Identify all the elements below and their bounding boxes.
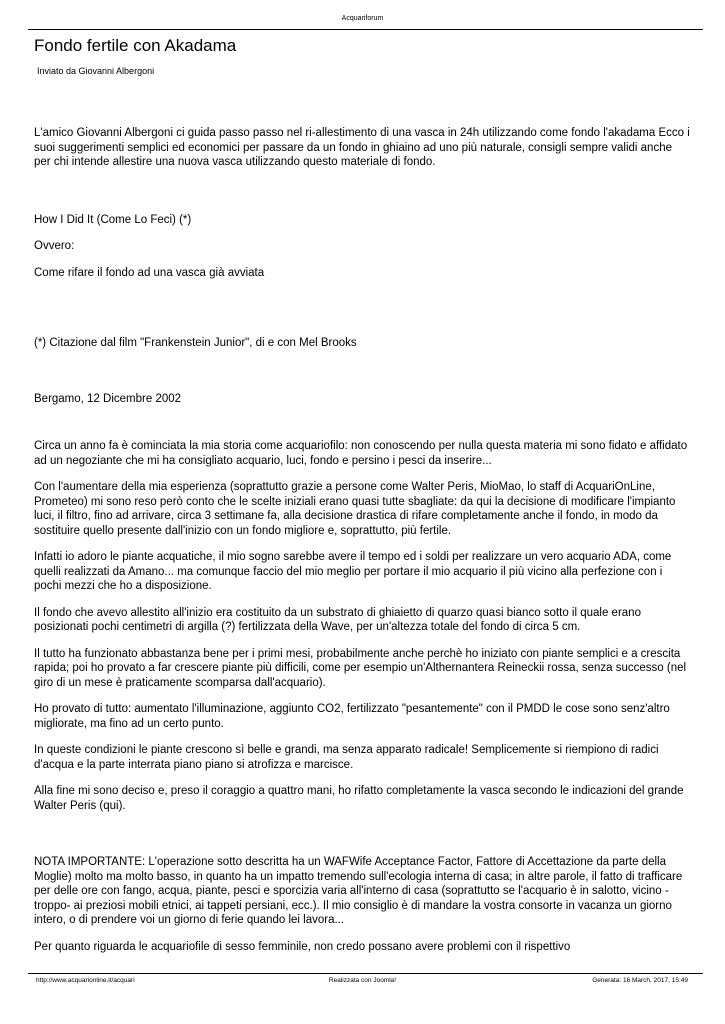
footnote-paragraph: (*) Citazione dal film "Frankenstein Junior", di e con Mel Brooks <box>34 337 357 349</box>
footer-generated-date: Generata: 16 March, 2017, 15:49 <box>592 977 688 984</box>
footer-powered-by: Realizzata con Joomla! <box>328 977 397 984</box>
body-paragraph: Con l'aumentare della mia esperienza (soprattutto grazie a persone come Walter Peris, MioMao, lo staff di AcquariOnLine, Prometeo) mi sono reso però conto che le scelte iniziali erano quasi tutte sbagliate: da qui la decisione di modificare l'impianto luci, il filtro, fino ad arrivare, circa 3 settimane fa, alla decisione drastica di rifare completamente anche il fondo, in modo da sostituire quello presente dall'inizio con un fondo migliore e, soprattutto, più fertile. <box>34 481 676 537</box>
footer-rule <box>28 973 703 974</box>
footer-url: http://www.acquarionline.it/acquari <box>36 977 135 984</box>
intro-paragraph: L'amico Giovanni Albergoni ci guida passo passo nel ri-allestimento di una vasca in 24h utilizzando come fondo l'akadama Ecco i suoi suggerimenti semplici ed economici per passare da un fondo in ghiaino ad uno più naturale, consigli sempre validi anche per chi intende allestire una nuova vasca utilizzando questo materiale di fondo. <box>34 127 690 168</box>
section-heading: How I Did It (Come Lo Feci) (*) <box>34 213 192 226</box>
article-byline: Inviato da Giovanni Albergoni <box>37 66 155 76</box>
body-paragraph: Ho provato di tutto: aumentato l'illuminazione, aggiunto CO2, fertilizzato "pesantemente" con il PMDD le cose sono senz'altro migliorate, ma fino ad un certo punto. <box>34 703 670 730</box>
body-paragraph: Infatti io adoro le piante acquatiche, il mio sogno sarebbe avere il tempo ed i soldi per realizzare un vero acquario ADA, come quelli realizzati da Amano... ma comunque faccio del mio meglio per portare il mio acquario il più vicino alla perfezione con i pochi mezzi che ho a disposizione. <box>34 551 672 592</box>
body-paragraph: Come rifare il fondo ad una vasca già avviata <box>34 266 265 279</box>
body-paragraph: In queste condizioni le piante crescono sì belle e grandi, ma senza apparato radicale! Semplicemente si riempiono di radici d'acqua e la parte interrata piano piano si atrofizza e marcisce. <box>34 744 659 771</box>
date-line: Bergamo, 12 Dicembre 2002 <box>34 392 182 405</box>
body-paragraph: Alla fine mi sono deciso e, preso il coraggio a quattro mani, ho rifatto completamente la vasca secondo le indicazioni del grande Walter Peris (qui). <box>34 785 684 812</box>
article-body <box>34 126 690 954</box>
body-paragraph: Il tutto ha funzionato abbastanza bene per i primi mesi, probabilmente anche perchè ho iniziato con piante semplici e a crescita rapida; poi ho provato a far crescere piante più difficili, come per esempio un'Althernantera Reineckii rossa, senza successo (nel giro di un mese è praticamente scomparsa dall'acquario). <box>34 647 687 689</box>
body-paragraph: Per quanto riguarda le acquariofile di sesso femminile, non credo possano avere problemi con il rispettivo <box>34 940 571 953</box>
body-paragraph: Circa un anno fa è cominciata la mia storia come acquariofilo: non conoscendo per nulla questa materia mi sono fidato e affidato ad un negoziante che mi ha consigliato acquario, luci, fondo e persino i pesci da inserire... <box>34 440 688 467</box>
article-title: Fondo fertile con Akadama <box>34 36 237 55</box>
site-name: Acquariforum <box>341 15 384 22</box>
important-note: NOTA IMPORTANTE: L'operazione sotto descritta ha un WAFWife Acceptance Factor, Fattore di Accettazione da parte della Moglie) molto ma molto basso, in quanto ha un impatto tremendo sull'ecologia interna di casa; in altre parole, il fatto di trafficare per delle ore con fango, acqua, piante, pesci e sporcizia varia all'interno di casa (soprattutto se l'acquario è in salotto, vicino -troppo- ai preziosi mobili etnici, ai tappeti persiani, ecc.). Il mio consiglio è di mandare la vostra consorte in vacanza un giorno intero, o di prendere voi un giorno di ferie quando lei lavora... <box>34 856 683 926</box>
header-rule <box>28 29 703 30</box>
body-paragraph: Il fondo che avevo allestito all'inizio era costituito da un substrato di ghiaietto di quarzo quasi bianco sotto il quale erano posizionati pochi centimetri di argilla (?) fertilizzata della Wave, per un'altezza totale del fondo di circa 5 cm. <box>34 606 641 633</box>
body-paragraph: Ovvero: <box>34 240 75 252</box>
